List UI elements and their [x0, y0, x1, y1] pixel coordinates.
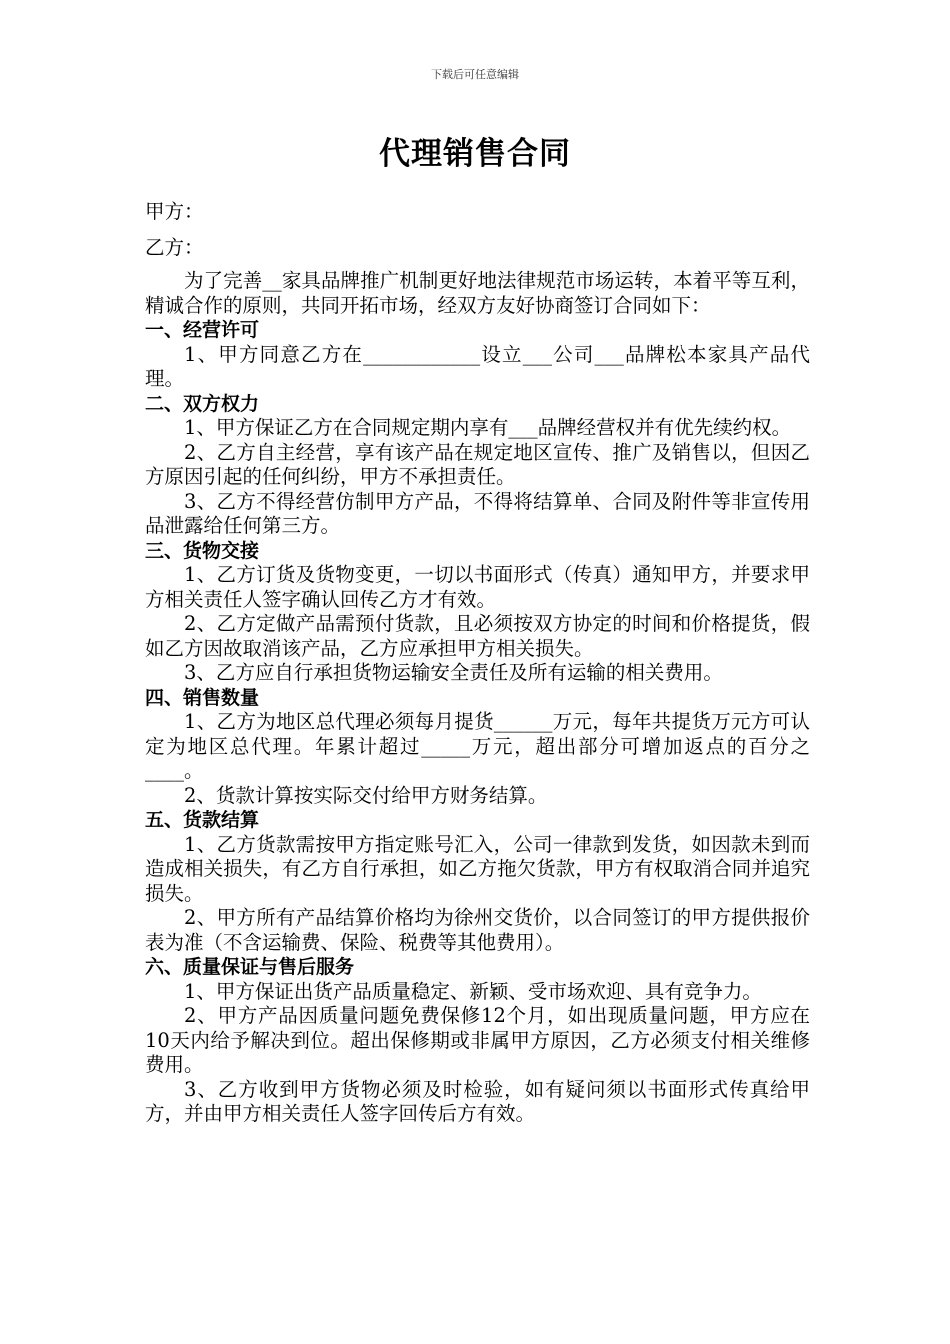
- document-title: 代理销售合同: [379, 136, 571, 172]
- clause-paragraph: 2、甲方产品因质量问题免费保修12个月，如出现质量问题，甲方应在10天内给予解决到位。超出保修期或非属甲方原因，乙方必须支付相关维修费用。: [145, 1004, 810, 1076]
- clause-paragraph: 1、乙方货款需按甲方指定账号汇入，公司一律款到发货，如因款未到而造成相关损失，有乙方自行承担，如乙方拖欠货款，甲方有权取消合同并追究损失。: [145, 832, 810, 905]
- clause-paragraph: 1、甲方同意乙方在____________设立___公司___品牌松本家具产品代理。: [145, 342, 810, 390]
- clause-paragraph: 2、货款计算按实际交付给甲方财务结算。: [184, 783, 548, 807]
- clause-paragraph: 3、乙方不得经营仿制甲方产品，不得将结算单、合同及附件等非宣传用品泄露给任何第三方。: [145, 489, 810, 537]
- document-body: [145, 197, 810, 1127]
- section-heading: 四、销售数量: [145, 686, 260, 709]
- intro-paragraph: 为了完善__家具品牌推广机制更好地法律规范市场运转，本着平等互利，精诚合作的原则，共同开拓市场，经双方友好协商签订合同如下：: [145, 269, 810, 317]
- section-heading: 三、货物交接: [145, 539, 260, 562]
- clause-paragraph: 1、乙方为地区总代理必须每月提货______万元，每年共提货万元方可认定为地区总代理。年累计超过_____万元，超出部分可增加返点的百分之____。: [145, 710, 810, 782]
- clause-paragraph: 1、乙方订货及货物变更，一切以书面形式（传真）通知甲方，并要求甲方相关责任人签字确认回传乙方才有效。: [145, 563, 810, 611]
- section-heading: 二、双方权力: [145, 392, 260, 415]
- section-heading: 五、货款结算: [145, 809, 260, 831]
- sections-container: [145, 318, 810, 1127]
- clause-paragraph: 2、甲方所有产品结算价格均为徐州交货价，以合同签订的甲方提供报价表为准（不含运输费、保险、税费等其他费用）。: [145, 906, 810, 954]
- party-b-line: 乙方：: [145, 236, 204, 259]
- clause-paragraph: 2、乙方定做产品需预付货款，且必须按双方协定的时间和价格提货，假如乙方因故取消该产品，乙方应承担甲方相关损失。: [145, 612, 810, 660]
- clause-paragraph: 1、甲方保证出货产品质量稳定、新颖、受市场欢迎、具有竞争力。: [184, 979, 762, 1003]
- clause-paragraph: 1、甲方保证乙方在合同规定期内享有___品牌经营权并有优先续约权。: [184, 416, 792, 439]
- clause-paragraph: 3、乙方应自行承担货物运输安全责任及所有运输的相关费用。: [184, 661, 723, 684]
- section-heading: 一、经营许可: [145, 319, 260, 341]
- party-a-line: 甲方：: [145, 200, 204, 223]
- clause-paragraph: 3、乙方收到甲方货物必须及时检验，如有疑问须以书面形式传真给甲方，并由甲方相关责任人签字回传后方有效。: [145, 1077, 810, 1125]
- clause-paragraph: 2、乙方自主经营，享有该产品在规定地区宣传、推广及销售以，但因乙方原因引起的任何纠纷，甲方不承担责任。: [145, 440, 810, 488]
- header-note: 下载后可任意编辑: [431, 68, 519, 81]
- section-heading: 六、质量保证与售后服务: [145, 956, 355, 978]
